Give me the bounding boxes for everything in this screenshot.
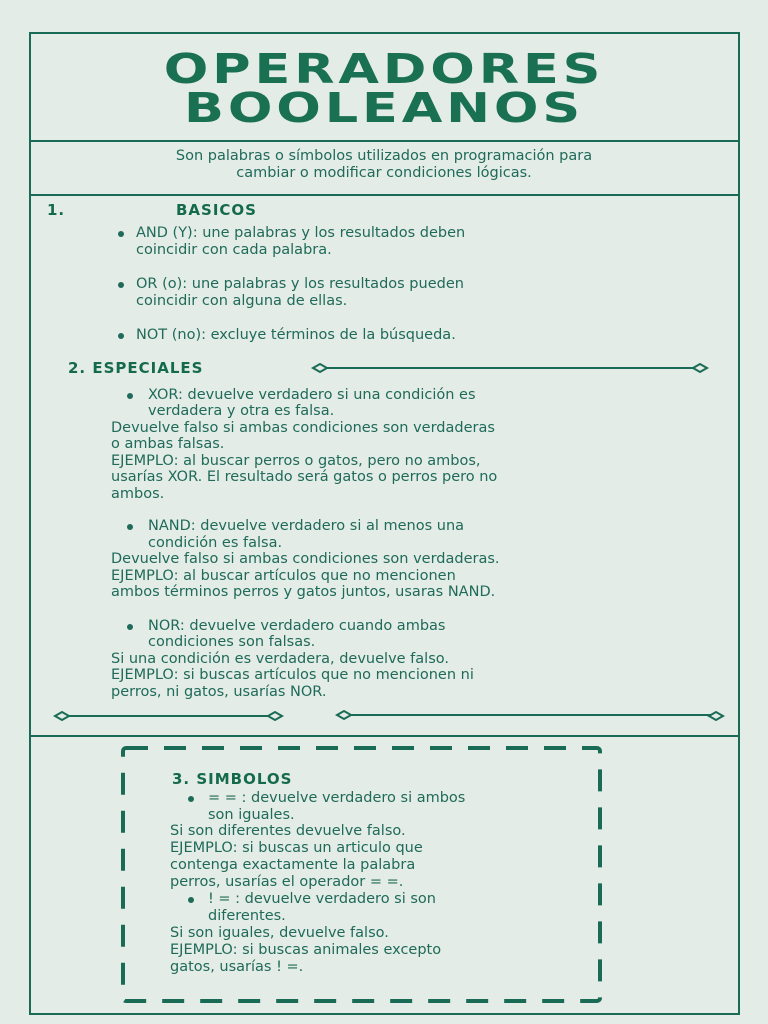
eq-text: Si son diferentes devuelve falso.: [170, 823, 406, 839]
neq-line-2: diferentes.: [208, 908, 286, 924]
bullet-icon: [118, 333, 124, 339]
neq-line-1: ! = : devuelve verdadero si son: [208, 891, 436, 907]
or-line-1: OR (o): une palabras y los resultados pueden: [136, 276, 464, 292]
not-line: NOT (no): excluye términos de la búsqueda.: [136, 327, 456, 343]
xor-line-1: XOR: devuelve verdadero si una condición es: [148, 387, 476, 403]
diamond-icon: [709, 712, 723, 720]
nand-line-1: NAND: devuelve verdadero si al menos una: [148, 518, 465, 534]
nor-text: Si una condición es verdadera, devuelve falso.: [111, 651, 449, 667]
bullet-icon: [127, 393, 133, 399]
diamond-icon: [55, 712, 69, 720]
bullet-icon: [127, 624, 133, 630]
diamond-icon: [337, 711, 351, 719]
eq-text: contenga exactamente la palabra: [170, 857, 416, 873]
eq-line-2: son iguales.: [208, 807, 295, 823]
page-title-line-2: BOOLEANOS: [183, 84, 585, 132]
bullet-icon: [118, 231, 124, 237]
page-title-line-1: OPERADORES: [163, 45, 605, 93]
nor-text: EJEMPLO: si buscas artículos que no mencionen ni: [111, 667, 474, 683]
nand-text: EJEMPLO: al buscar artículos que no mencionen: [111, 568, 456, 584]
basicos-heading: BASICOS: [176, 201, 257, 219]
basicos-number: 1.: [47, 201, 66, 219]
xor-text: ambos.: [111, 486, 165, 502]
bullet-icon: [188, 796, 194, 802]
simbolos-heading: 3. SIMBOLOS: [172, 770, 293, 788]
xor-text: EJEMPLO: al buscar perros o gatos, pero no ambos,: [111, 453, 481, 469]
xor-line-2: verdadera y otra es falsa.: [148, 403, 335, 419]
nor-text: perros, ni gatos, usarías NOR.: [111, 684, 327, 700]
neq-text: Si son iguales, devuelve falso.: [170, 925, 389, 941]
neq-text: gatos, usarías ! =.: [170, 959, 304, 975]
diamond-icon: [268, 712, 282, 720]
bullet-icon: [118, 282, 124, 288]
diamond-icon: [313, 364, 327, 372]
neq-text: EJEMPLO: si buscas animales excepto: [170, 942, 442, 958]
xor-text: usarías XOR. El resultado será gatos o perros pero no: [111, 469, 498, 485]
intro-line-2: cambiar o modificar condiciones lógicas.: [236, 165, 532, 181]
and-line-2: coincidir con cada palabra.: [136, 242, 332, 258]
eq-text: EJEMPLO: si buscas un articulo que: [170, 840, 423, 856]
especiales-heading: 2. ESPECIALES: [68, 359, 204, 377]
nand-text: Devuelve falso si ambas condiciones son verdaderas.: [111, 551, 500, 567]
eq-line-1: = = : devuelve verdadero si ambos: [208, 790, 466, 806]
nand-line-2: condición es falsa.: [148, 535, 283, 551]
bullet-icon: [127, 524, 133, 530]
nand-text: ambos términos perros y gatos juntos, usaras NAND.: [111, 584, 496, 600]
eq-text: perros, usarías el operador = =.: [170, 874, 404, 890]
diamond-icon: [693, 364, 707, 372]
nor-line-1: NOR: devuelve verdadero cuando ambas: [148, 618, 446, 634]
bullet-icon: [188, 897, 194, 903]
and-line-1: AND (Y): une palabras y los resultados deben: [136, 225, 466, 241]
xor-text: Devuelve falso si ambas condiciones son verdaderas: [111, 420, 495, 436]
or-line-2: coincidir con alguna de ellas.: [136, 293, 348, 309]
nor-line-2: condiciones son falsas.: [148, 634, 316, 650]
intro-line-1: Son palabras o símbolos utilizados en programación para: [175, 148, 593, 164]
xor-text: o ambas falsas.: [111, 436, 225, 452]
